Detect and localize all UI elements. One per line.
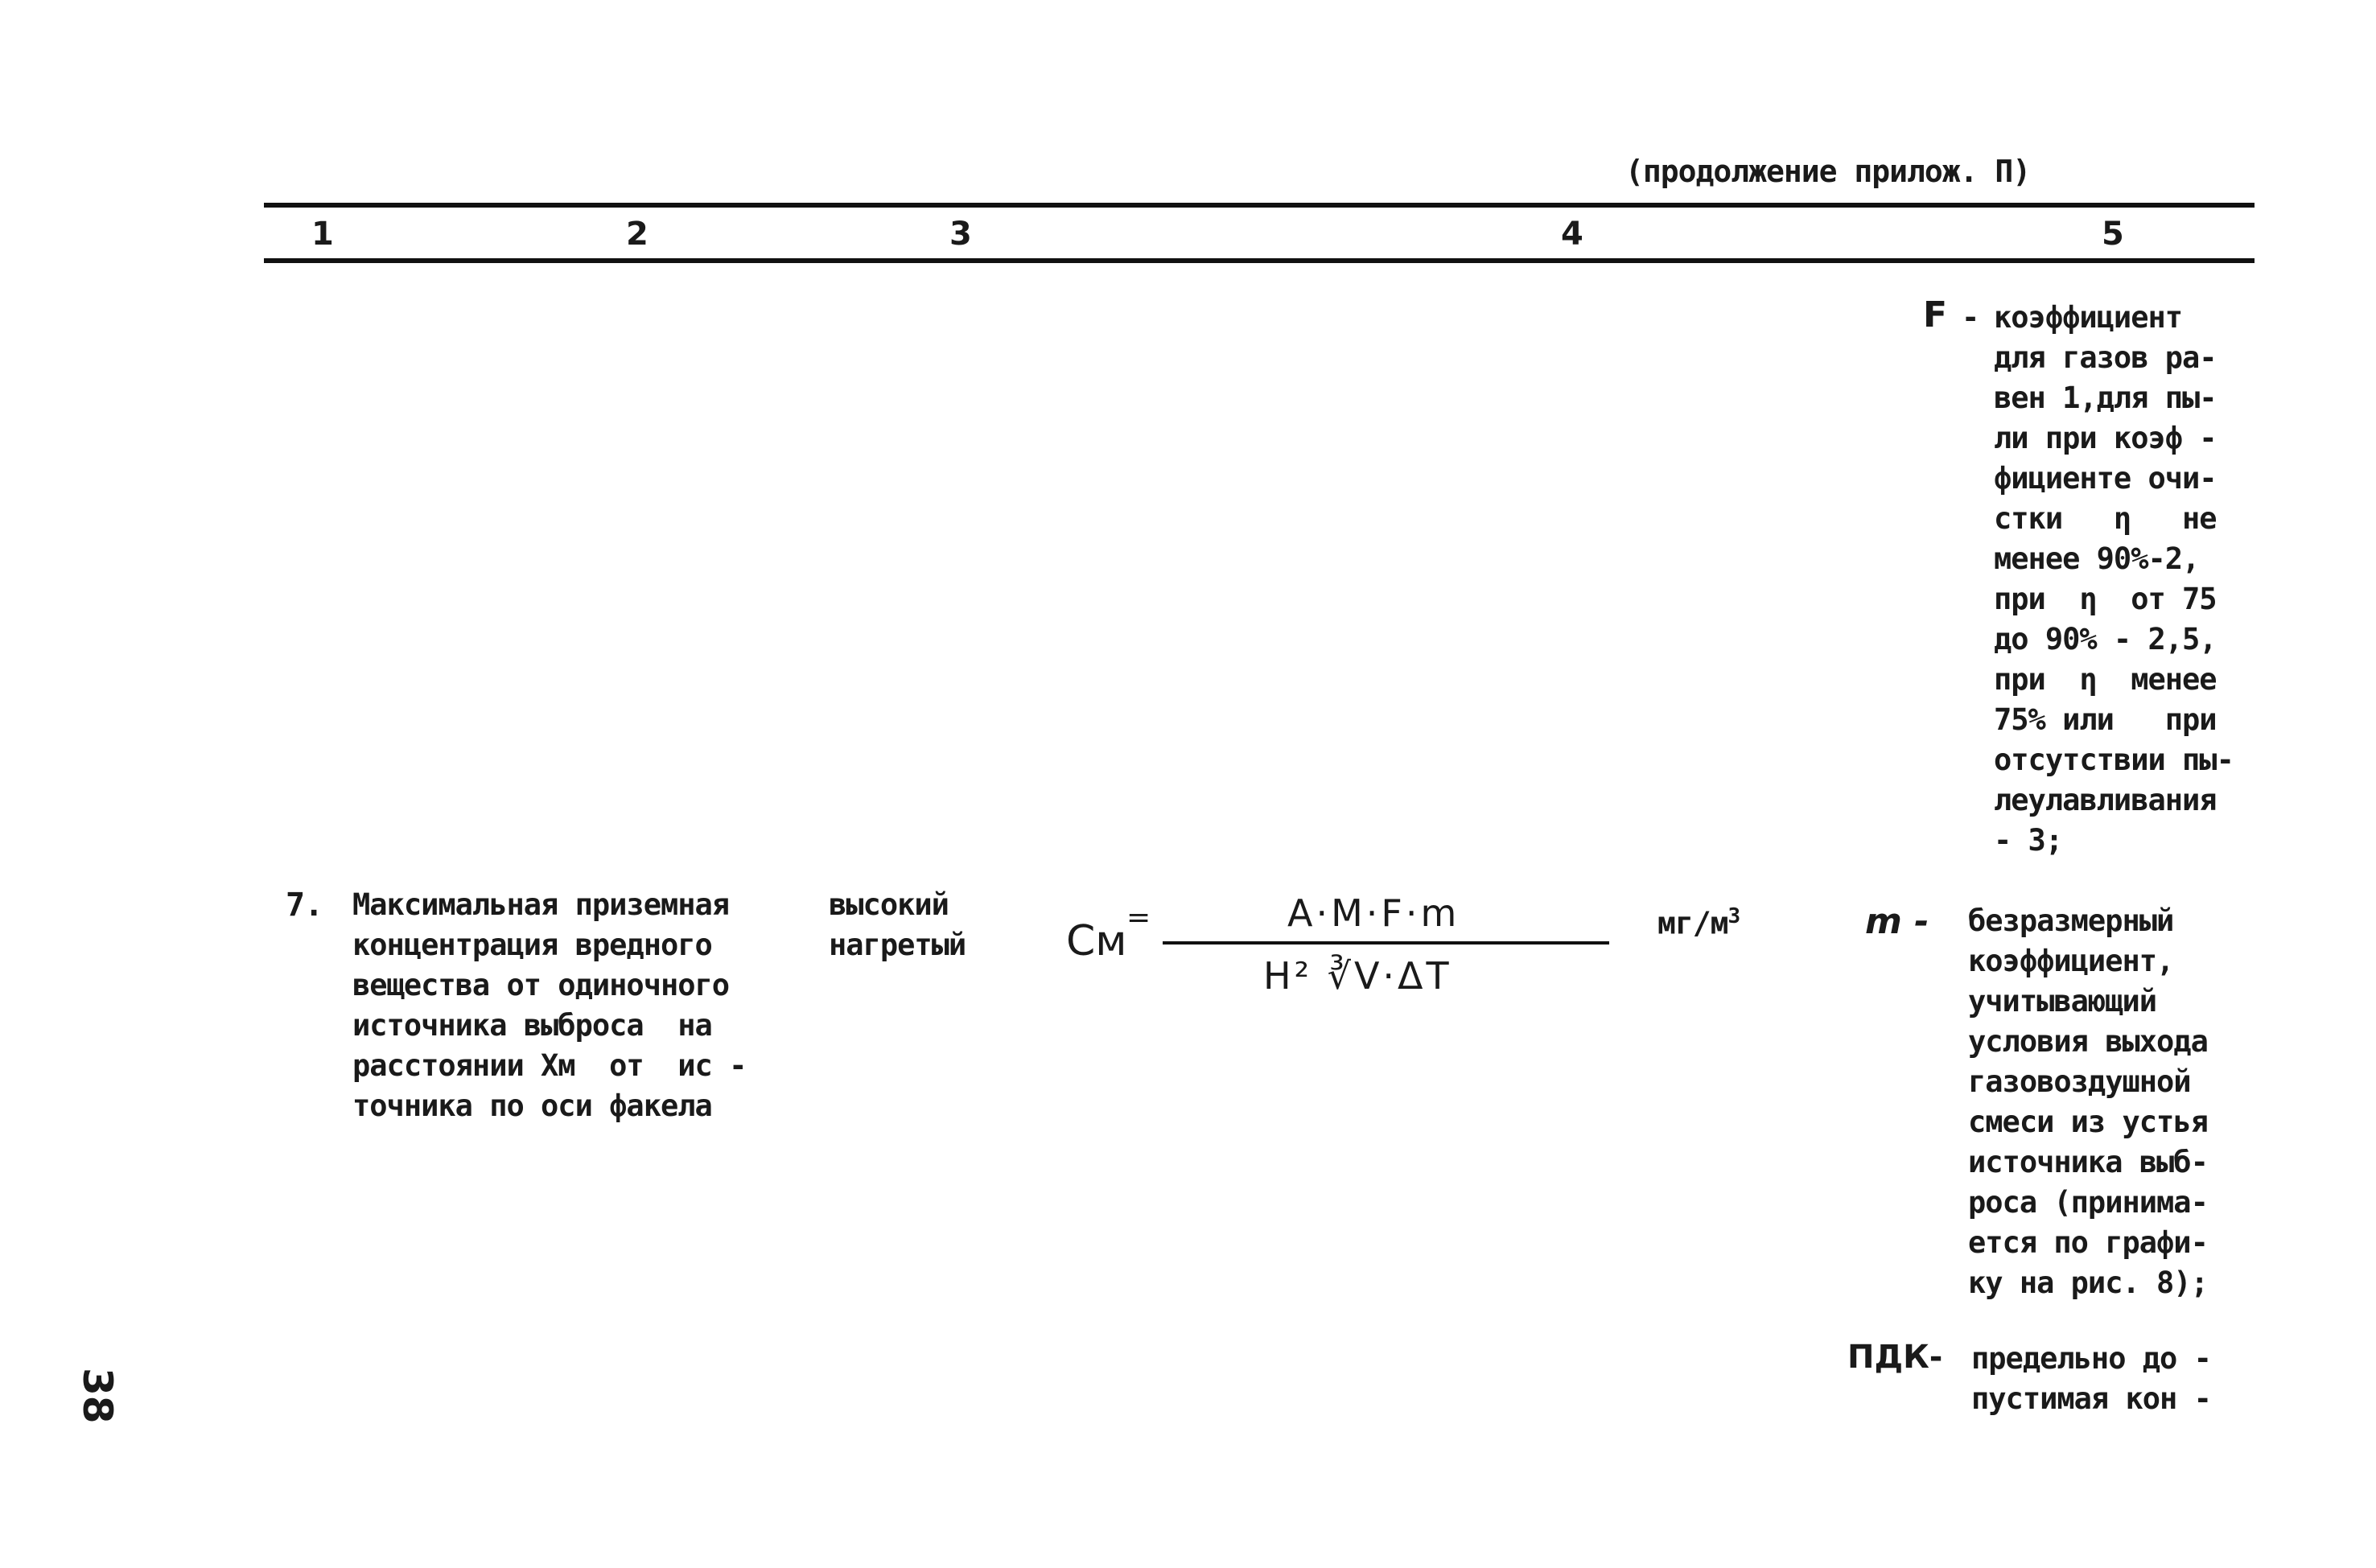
- column-number-3: 3: [949, 216, 972, 253]
- note-m-line: роса (принима-: [1968, 1185, 2208, 1220]
- source-type-line: высокий: [829, 887, 949, 922]
- description-line: источника выброса на: [352, 1008, 712, 1043]
- formula-lhs: Cм: [1066, 917, 1127, 965]
- note-pdk-symbol: ПДК-: [1847, 1339, 1943, 1376]
- note-f-line: при η от 75: [1994, 582, 2217, 616]
- table-header-bottom-rule: [264, 258, 2255, 263]
- note-m-line: учитывающий: [1968, 984, 2157, 1019]
- unit-exponent: 3: [1727, 904, 1740, 928]
- note-pdk-line: пустимая кон -: [1971, 1381, 2211, 1416]
- description-line: точника по оси факела: [352, 1089, 712, 1123]
- note-f-line: менее 90%-2,: [1994, 541, 2200, 576]
- note-f-line: при η менее: [1994, 662, 2217, 697]
- description-line: концентрация вредного: [352, 928, 712, 962]
- description-line: Максимальная приземная: [352, 887, 730, 922]
- row-description: [352, 885, 746, 1126]
- note-m-symbol: m -: [1865, 901, 1929, 942]
- note-m-line: ется по графи-: [1968, 1225, 2208, 1260]
- continuation-note: (продолжение прилож. П): [1625, 154, 2031, 189]
- table-top-rule: [264, 203, 2255, 208]
- note-m-text: [1968, 901, 2208, 1303]
- formula-denominator: H² ∛V·ΔT: [1263, 954, 1452, 998]
- note-f-line: стки η не: [1994, 501, 2217, 536]
- note-m-line: источника выб-: [1968, 1145, 2208, 1179]
- note-m-line: газовоздушной: [1968, 1064, 2191, 1099]
- formula-fraction-bar: [1163, 941, 1609, 945]
- column-number-4: 4: [1561, 216, 1583, 253]
- column-number-2: 2: [626, 216, 649, 253]
- note-m-line: ку на рис. 8);: [1968, 1266, 2208, 1300]
- description-line: вещества от одиночного: [352, 968, 730, 1002]
- note-m-line: безразмерный: [1968, 903, 2174, 938]
- column-number-1: 1: [311, 216, 334, 253]
- page-number: 38: [74, 1368, 121, 1424]
- note-f-dash: -: [1962, 300, 1979, 335]
- formula-equals: =: [1126, 901, 1151, 934]
- formula-numerator: A·M·F·m: [1287, 891, 1460, 935]
- note-f-line: фициенте очи-: [1994, 461, 2217, 496]
- row-unit: [1657, 896, 1740, 944]
- unit-base: мг/м: [1657, 905, 1728, 941]
- row-source-type: [829, 885, 966, 965]
- note-m-line: условия выхода: [1968, 1024, 2208, 1059]
- note-f-line: отсутствии пы-: [1994, 743, 2234, 777]
- note-f-text: [1994, 298, 2234, 861]
- note-f-line: - 3;: [1994, 823, 2063, 858]
- note-f-line: ли при коэф -: [1994, 421, 2217, 455]
- note-f-line: коэффициент: [1994, 300, 2183, 335]
- note-f-line: леулавливания: [1994, 783, 2217, 817]
- note-f-symbol: F: [1923, 294, 1948, 335]
- source-type-line: нагретый: [829, 928, 966, 962]
- note-f-line: вен 1,для пы-: [1994, 381, 2217, 415]
- note-m-line: смеси из устья: [1968, 1105, 2208, 1139]
- note-f-line: до 90% - 2,5,: [1994, 622, 2217, 656]
- description-line: расстоянии Хм от ис -: [352, 1048, 747, 1083]
- note-pdk-text: [1971, 1339, 2211, 1419]
- note-m-line: коэффициент,: [1968, 944, 2174, 978]
- note-f-line: 75% или при: [1994, 702, 2217, 737]
- note-f-line: для газов ра-: [1994, 340, 2217, 375]
- note-pdk-line: предельно до -: [1971, 1341, 2211, 1376]
- row-number: 7.: [286, 887, 323, 924]
- column-number-5: 5: [2102, 216, 2124, 253]
